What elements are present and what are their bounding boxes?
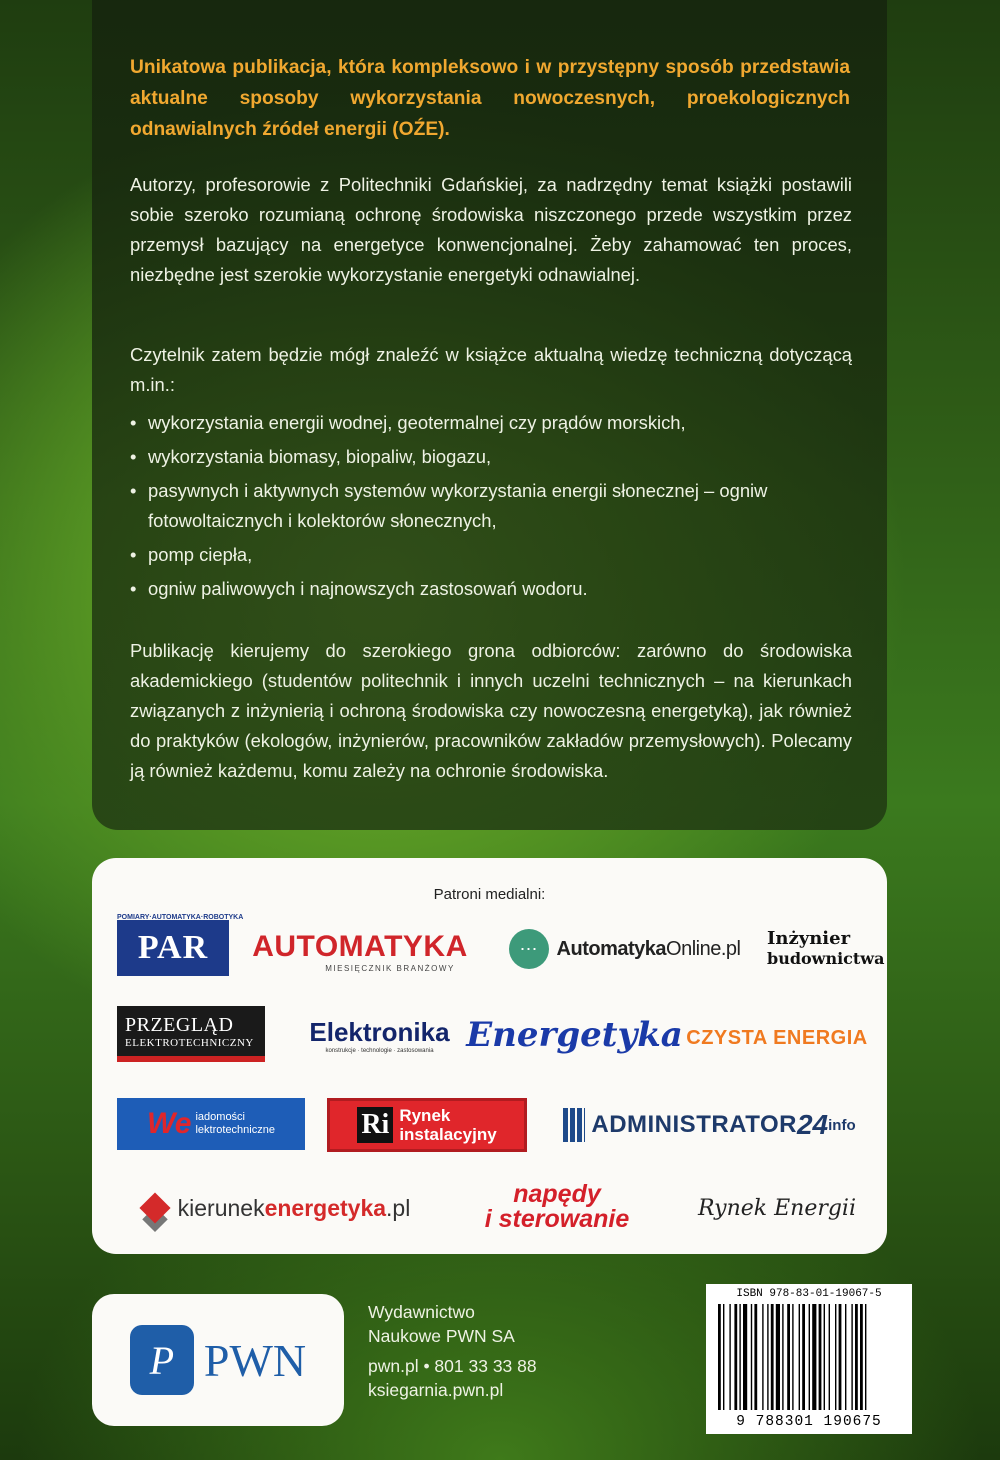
rynek-energii-logo: Rynek Energii	[697, 1195, 857, 1221]
elektronika-logo: Elektronika konstrukcje · technologie · zastosowania	[309, 1016, 450, 1054]
network-icon: ⋯	[509, 929, 549, 969]
bullet-icon: •	[130, 578, 137, 599]
patrons-title: Patroni medialni:	[433, 886, 546, 903]
audience-paragraph: Publikację kierujemy do szerokiego grona odbiorców: zarówno do środowiska akademickiego (studentów politechnik i innych uczelni technicznych – na kierunkach związanych z inżynierią i ochroną środowiska czy nowoczesną energetyką), jak również do praktyków (ekologów, inżynierów, pracowników zakładów przemysłowych). Polecamy ją również każdemu, komu zależy na ochronie środowiska.	[130, 640, 852, 781]
pwn-mark-icon: P	[130, 1325, 194, 1395]
kierunek-energetyka-logo: kierunekenergetyka.pl	[117, 1183, 437, 1233]
readers-paragraph: Czytelnik zatem będzie mógł znaleźć w książce aktualną wiedzę techniczną dotyczącą m.in.:	[130, 344, 852, 395]
inzynier-budownictwa-logo: Inżynier budownictwa	[767, 928, 885, 968]
list-item: • ogniw paliwowych i najnowszych zastosowań wodoru.	[130, 574, 860, 604]
pwn-logo: P PWN	[92, 1294, 344, 1426]
par-logo: POMIARY·AUTOMATYKA·ROBOTYKA PAR	[117, 920, 229, 976]
administrator24-logo: ADMINISTRATOR 24 info	[547, 1100, 872, 1150]
publisher-info: Wydawnictwo Naukowe PWN SA pwn.pl • 801 33 33 88 ksiegarnia.pwn.pl	[368, 1302, 537, 1400]
rynek-instalacyjny-logo: Ri Rynek instalacyjny	[327, 1098, 527, 1152]
isbn-number: 9 788301 190675	[736, 1414, 882, 1430]
list-item: • pomp ciepła,	[130, 540, 860, 570]
topics-list	[130, 408, 860, 608]
media-patrons-box	[92, 858, 887, 1254]
automatyka-online-logo: ⋯ AutomatykaOnline.pl	[497, 926, 752, 972]
czysta-energia-logo: CZYSTA ENERGIA	[686, 1026, 868, 1049]
bullet-icon: •	[130, 480, 137, 501]
authors-paragraph: Autorzy, profesorowie z Politechniki Gdańskiej, za nadrzędny temat książki postawili sobie szeroko rozumianą ochronę środowiska niszczonego przede wszystkim przez przemysł bazujący na energetyce konwencjonalnej. Żeby zahamować ten proces, niezbędne jest szerokie wykorzystanie energetyki odnawialnej.	[130, 174, 852, 285]
wiadomosci-elektrotechniczne-logo: We iadomości lektrotechniczne	[117, 1098, 305, 1150]
isbn-label: ISBN 978-83-01-19067-5	[736, 1288, 882, 1300]
building-icon	[563, 1108, 585, 1142]
bullet-icon: •	[130, 412, 137, 433]
diamond-icon	[139, 1192, 170, 1223]
bullet-icon: •	[130, 544, 137, 565]
list-item: • wykorzystania energii wodnej, geotermalnej czy prądów morskich,	[130, 408, 860, 438]
napedy-i-sterowanie-logo: napędy i sterowanie	[484, 1180, 630, 1233]
list-item: • wykorzystania biomasy, biopaliw, biogazu,	[130, 442, 860, 472]
energetyka-logo: Energetyka	[466, 1015, 683, 1055]
list-item: • pasywnych i aktywnych systemów wykorzystania energii słonecznej – ogniw fotowoltaicznych i kolektorów słonecznych,	[130, 476, 860, 536]
przeglad-elektrotechniczny-logo: PRZEGLĄD ELEKTROTECHNICZNY	[117, 1006, 265, 1062]
lead-paragraph: Unikatowa publikacja, która kompleksowo i w przystępny sposób przedstawia aktualne sposoby wykorzystania nowoczesnych, proekologicznych odnawialnych źródeł energii (OŹE).	[130, 57, 850, 140]
bullet-icon: •	[130, 446, 137, 467]
barcode-icon	[718, 1304, 902, 1410]
isbn-barcode	[706, 1284, 912, 1434]
automatyka-logo: AUTOMATYKA MIESIĘCZNIK BRANŻOWY	[252, 929, 468, 973]
